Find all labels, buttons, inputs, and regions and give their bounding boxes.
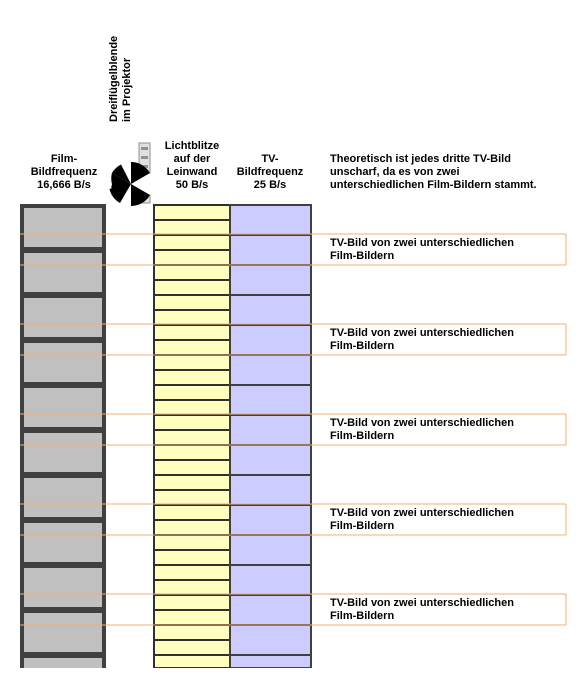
light-flash-frame <box>155 656 229 667</box>
shutter-icon <box>109 143 153 206</box>
tv-frame <box>231 446 310 474</box>
explanation-line1: Theoretisch ist jedes dritte TV-Bild <box>330 153 511 165</box>
tv-rate-label <box>230 153 310 192</box>
film-frame <box>24 298 102 337</box>
film-frame <box>24 208 102 247</box>
light-flash-line3: Leinwand <box>166 166 218 178</box>
callout-label-line1: TV-Bild von zwei unterschiedlichen <box>330 597 514 609</box>
film-frame <box>24 568 102 607</box>
tv-frame <box>231 296 310 324</box>
tv-frame <box>231 656 310 667</box>
light-flash-frame <box>155 626 229 639</box>
tv-rate-line2: Bildfrequenz <box>236 166 304 178</box>
callout-label-line2: Film-Bildern <box>330 250 395 262</box>
light-flash-frame <box>155 326 229 339</box>
light-flash-frame <box>155 416 229 429</box>
tv-frame <box>231 236 310 264</box>
explanation-line3: unterschiedlichen Film-Bildern stammt. <box>330 179 537 191</box>
light-flash-frame <box>155 311 229 324</box>
light-flash-label <box>154 140 230 192</box>
callout-label-line2: Film-Bildern <box>330 610 395 622</box>
light-flash-frame <box>155 641 229 654</box>
light-flash-frame <box>155 611 229 624</box>
tv-rate-line3: 25 B/s <box>253 179 287 191</box>
tv-frame <box>231 506 310 534</box>
callout-label-line1: TV-Bild von zwei unterschiedlichen <box>330 327 514 339</box>
callout-label-line2: Film-Bildern <box>330 430 395 442</box>
light-flash-frame <box>155 431 229 444</box>
film-frame <box>24 388 102 427</box>
light-flash-frame <box>155 446 229 459</box>
callout-label-line2: Film-Bildern <box>330 520 395 532</box>
film-strip <box>20 204 106 668</box>
light-flash-frame <box>155 461 229 474</box>
light-flash-frame <box>155 506 229 519</box>
light-flash-frame <box>155 206 229 219</box>
tv-frame <box>231 356 310 384</box>
film-rate-label <box>22 153 106 192</box>
tv-frame <box>231 386 310 414</box>
tv-frame <box>231 326 310 354</box>
light-flash-frame <box>155 491 229 504</box>
film-frame <box>24 658 102 668</box>
light-flash-frame <box>155 281 229 294</box>
light-flash-frame <box>155 581 229 594</box>
tv-frame <box>231 626 310 654</box>
light-flash-line1: Lichtblitze <box>164 140 220 152</box>
light-flash-frame <box>155 296 229 309</box>
film-frame <box>24 478 102 517</box>
light-flash-frame <box>155 221 229 234</box>
tv-rate-line1: TV- <box>261 153 279 165</box>
light-flash-frame <box>155 401 229 414</box>
light-flash-frame <box>155 341 229 354</box>
explanation-line2: unscharf, da es von zwei <box>330 166 460 178</box>
light-flash-frame <box>155 536 229 549</box>
light-flash-frame <box>155 551 229 564</box>
tv-frame <box>231 536 310 564</box>
light-flash-frame <box>155 521 229 534</box>
light-flash-line4: 50 B/s <box>175 179 209 191</box>
callout-label <box>330 237 564 263</box>
shutter-label-line1: Dreiflügelblende <box>108 35 120 122</box>
callout-label-line2: Film-Bildern <box>330 340 395 352</box>
film-rate-line3: 16,666 B/s <box>37 179 91 191</box>
light-flash-strip <box>153 204 231 668</box>
tv-frame <box>231 566 310 594</box>
tv-frame <box>231 206 310 234</box>
light-flash-frame <box>155 251 229 264</box>
light-flash-frame <box>155 356 229 369</box>
light-flash-frame <box>155 266 229 279</box>
tv-frame <box>231 266 310 294</box>
light-flash-frame <box>155 476 229 489</box>
film-rate-line2: Bildfrequenz <box>30 166 98 178</box>
tv-frame <box>231 596 310 624</box>
film-frame <box>24 433 102 472</box>
light-flash-frame <box>155 371 229 384</box>
callout-label <box>330 327 564 353</box>
callout-label-line1: TV-Bild von zwei unterschiedlichen <box>330 417 514 429</box>
callout-label <box>330 417 564 443</box>
callout-label-line1: TV-Bild von zwei unterschiedlichen <box>330 237 514 249</box>
light-flash-frame <box>155 236 229 249</box>
tv-frame <box>231 416 310 444</box>
callout-label-line1: TV-Bild von zwei unterschiedlichen <box>330 507 514 519</box>
tv-frame-strip <box>229 204 312 668</box>
film-frame <box>24 343 102 382</box>
shutter-label <box>108 36 134 122</box>
light-flash-frame <box>155 386 229 399</box>
film-frame <box>24 613 102 652</box>
film-frame <box>24 253 102 292</box>
callout-label <box>330 507 564 533</box>
film-rate-line1: Film- <box>50 153 78 165</box>
explanation-note <box>330 153 580 192</box>
shutter-label-line2: im Projektor <box>121 57 133 122</box>
tv-frame <box>231 476 310 504</box>
callout-label <box>330 597 564 623</box>
light-flash-frame <box>155 596 229 609</box>
film-frame <box>24 523 102 562</box>
light-flash-line2: auf der <box>173 153 211 165</box>
light-flash-frame <box>155 566 229 579</box>
